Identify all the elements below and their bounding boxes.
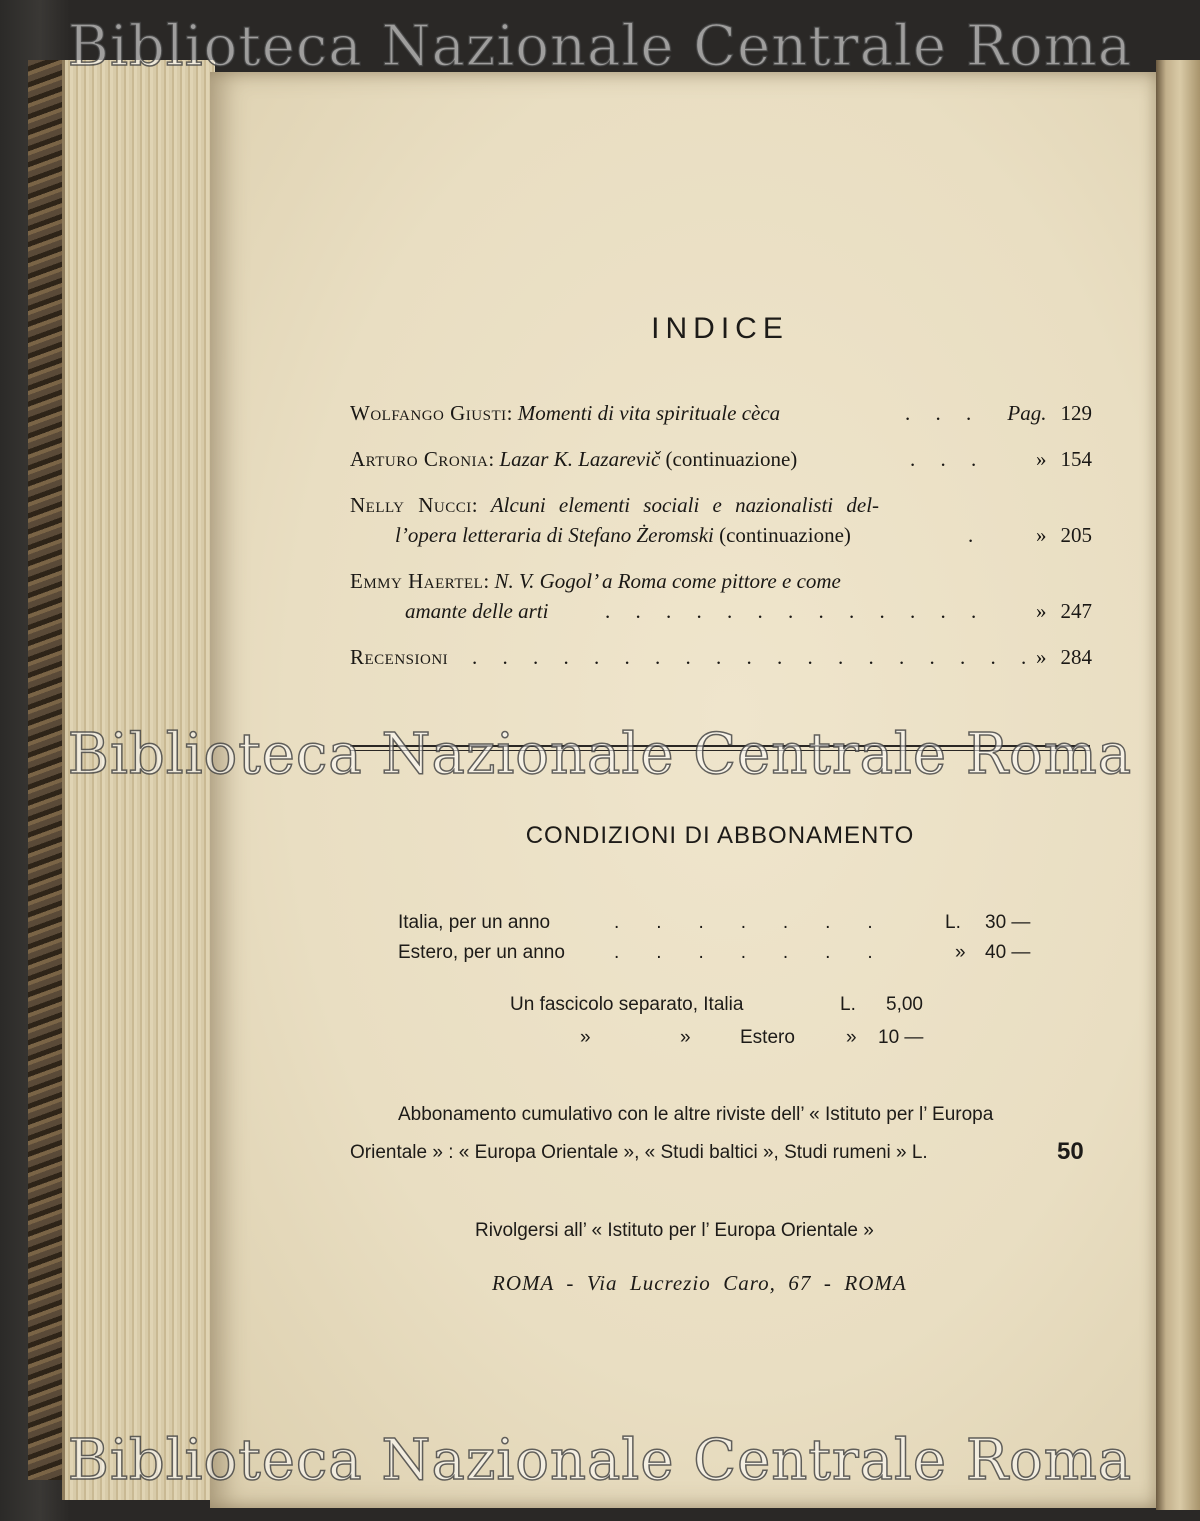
rate-prefix: L. xyxy=(945,912,961,933)
toc-page-number: 154 xyxy=(1060,447,1092,471)
page-edges xyxy=(62,60,215,1500)
toc-leader-dots: . xyxy=(968,523,984,547)
toc-title: Lazar K. Lazarevič xyxy=(499,447,661,471)
ditto-mark: » xyxy=(680,1027,691,1048)
toc-separator: : xyxy=(506,401,513,425)
toc-author: Nelly Nucci xyxy=(350,493,472,517)
rate-label-estero: Estero, per un anno xyxy=(398,942,565,963)
cumulativo-amount: 50 xyxy=(1057,1138,1084,1165)
fascicolo-amount: 5,00 xyxy=(886,994,923,1015)
toc-separator: : xyxy=(483,569,490,593)
toc-page-prefix: » xyxy=(1036,447,1047,471)
toc-leader-dots: . . . . . . . . . . . . . xyxy=(605,599,987,623)
library-watermark: Biblioteca Nazionale Centrale Roma xyxy=(67,14,1133,79)
toc-entry xyxy=(350,566,1092,626)
fascicolo-estero-label: Estero xyxy=(740,1027,795,1048)
toc-author: Arturo Cronia xyxy=(350,447,489,471)
toc-title: N. V. Gogol’ a Roma come pittore e come xyxy=(494,569,841,593)
toc-title-continued: l’opera letteraria di Stefano Żeromski xyxy=(395,523,714,547)
toc-author: Emmy Haertel xyxy=(350,569,484,593)
library-watermark: Biblioteca Nazionale Centrale Roma xyxy=(67,722,1133,787)
rate-prefix: » xyxy=(955,942,966,963)
fascicolo-label: Un fascicolo separato, Italia xyxy=(510,994,744,1015)
address-line: ROMA - Via Lucrezio Caro, 67 - ROMA xyxy=(492,1271,907,1295)
rate-label-italia: Italia, per un anno xyxy=(398,912,551,933)
toc-entry xyxy=(350,444,1092,474)
rate-amount: 40 — xyxy=(985,942,1031,963)
toc-entry xyxy=(350,398,1092,428)
toc-entry xyxy=(350,642,1092,672)
right-page-edge xyxy=(1156,60,1200,1510)
indice-heading: INDICE xyxy=(651,312,789,345)
toc-leader-dots: . . . . . . . . . . . . . . . . . . . xyxy=(472,645,1037,669)
toc-title: Alcuni elementi sociali e nazionalisti del- xyxy=(490,493,880,517)
toc-page-number: 284 xyxy=(1060,645,1092,669)
fascicolo-amount: 10 — xyxy=(878,1027,924,1048)
library-watermark: Biblioteca Nazionale Centrale Roma xyxy=(67,1428,1133,1493)
toc-title: Momenti di vita spirituale cèca xyxy=(517,401,781,425)
abbonamento-heading: CONDIZIONI DI ABBONAMENTO xyxy=(525,822,915,849)
toc-page-number: 205 xyxy=(1060,523,1092,547)
rivolgersi-line: Rivolgersi all’ « Istituto per l’ Europa Orientale » xyxy=(475,1220,874,1241)
cumulativo-line-2: Orientale » : « Europa Orientale », « Studi baltici », Studi rumeni » L. xyxy=(350,1142,928,1163)
toc-title-continued: amante delle arti xyxy=(405,599,549,623)
toc-page-prefix: » xyxy=(1036,599,1047,623)
toc-note: (continuazione) xyxy=(719,523,851,547)
rate-leader-dots: . . . . . . . xyxy=(614,942,873,963)
fascicolo-prefix: L. xyxy=(840,994,856,1015)
toc-separator: : xyxy=(488,447,495,471)
ditto-mark: » xyxy=(580,1027,591,1048)
toc-page-prefix: Pag. xyxy=(1007,401,1047,425)
cumulativo-line-1: Abbonamento cumulativo con le altre riviste dell’ « Istituto per l’ Europa xyxy=(398,1104,994,1125)
toc-page-prefix: » xyxy=(1036,645,1047,669)
toc-leader-dots: . . . xyxy=(910,447,987,471)
rate-amount: 30 — xyxy=(985,912,1031,933)
double-rule-top xyxy=(350,745,1090,747)
fascicolo-prefix: » xyxy=(846,1027,857,1048)
toc-page-number: 247 xyxy=(1060,599,1092,623)
table-of-contents xyxy=(350,398,1092,688)
toc-author: Recensioni xyxy=(350,645,449,669)
marbled-binding xyxy=(28,60,66,1480)
toc-entry xyxy=(350,490,1092,550)
toc-note: (continuazione) xyxy=(665,447,798,471)
toc-separator: : xyxy=(471,493,478,517)
toc-leader-dots: . . . xyxy=(905,401,982,425)
toc-page-prefix: » xyxy=(1036,523,1047,547)
rate-leader-dots: . . . . . . . xyxy=(614,912,873,933)
toc-page-number: 129 xyxy=(1060,401,1092,425)
double-rule-bottom xyxy=(350,750,1090,751)
toc-author: Wolfango Giusti xyxy=(350,401,507,425)
